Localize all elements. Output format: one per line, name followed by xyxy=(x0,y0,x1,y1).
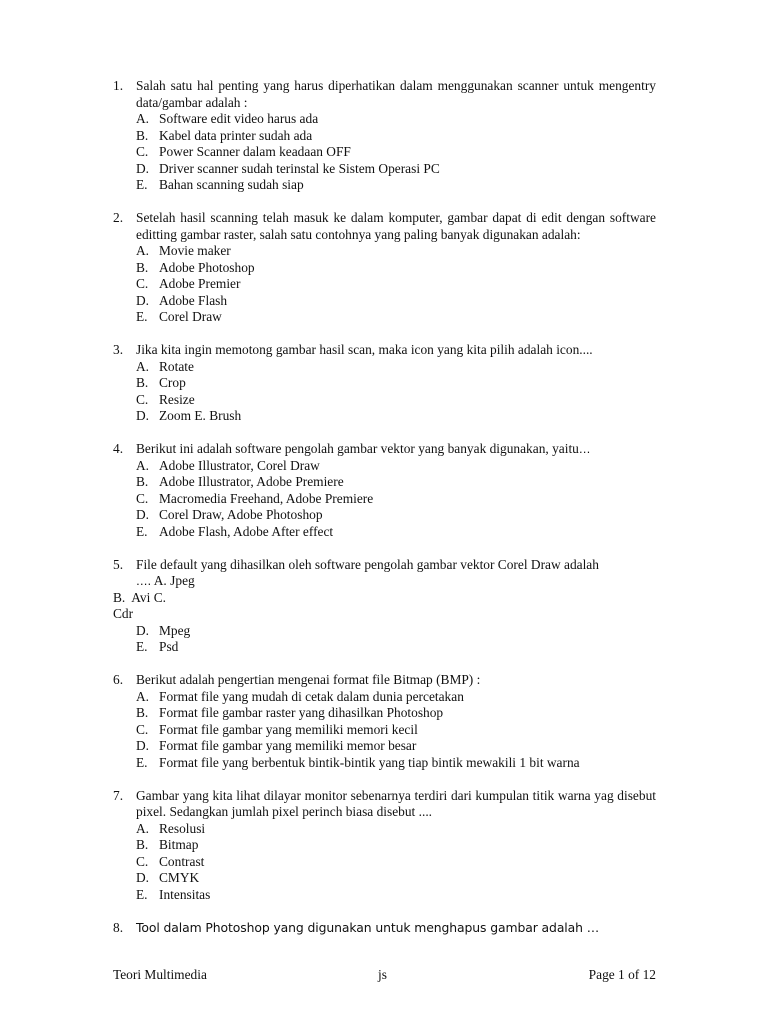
option-label: B. xyxy=(136,375,149,390)
option-e xyxy=(136,639,656,656)
option-label: C. xyxy=(136,276,149,291)
option-d xyxy=(136,623,656,640)
option-label: A. xyxy=(136,111,150,126)
question-6 xyxy=(113,672,656,771)
option-c xyxy=(136,392,656,409)
question-number: 5. xyxy=(113,556,124,572)
question-text-ellipsis: … xyxy=(578,442,591,456)
page-footer xyxy=(113,967,656,985)
option-a xyxy=(136,111,656,128)
question-1 xyxy=(113,78,656,194)
option-label: D. xyxy=(136,622,150,638)
option-d xyxy=(136,507,656,524)
option-label: B. xyxy=(136,259,149,275)
option-d xyxy=(136,161,656,178)
question-8 xyxy=(113,920,656,937)
option-c xyxy=(136,276,656,293)
footer-course-title: Teori Multimedia xyxy=(113,967,207,982)
option-label: A. xyxy=(136,820,150,836)
option-run-1 xyxy=(136,573,656,590)
option-label: E. xyxy=(136,886,148,902)
option-label: C. xyxy=(153,589,166,605)
question-number: 4. xyxy=(113,441,124,456)
option-label: E. xyxy=(136,309,148,324)
option-list xyxy=(136,111,656,194)
option-a xyxy=(136,243,656,260)
option-text: Intensitas xyxy=(159,886,211,902)
option-label: B. xyxy=(113,589,126,605)
option-b xyxy=(136,375,656,392)
option-text: Avi xyxy=(131,589,151,605)
question-lead-dots: …. xyxy=(136,574,152,588)
option-b xyxy=(136,705,656,722)
option-b xyxy=(136,474,656,491)
option-text: Adobe Premier xyxy=(159,276,241,291)
footer-page-number: Page 1 of 12 xyxy=(588,967,656,982)
option-text: Adobe Flash xyxy=(159,292,228,308)
option-text: Crop xyxy=(159,375,186,390)
option-a xyxy=(136,359,656,376)
option-b xyxy=(136,260,656,277)
option-label: D. xyxy=(136,507,150,522)
option-label: D. xyxy=(136,870,150,885)
option-list xyxy=(136,623,656,656)
option-text: Jpeg xyxy=(170,573,195,588)
option-text: CMYK xyxy=(159,870,200,885)
option-e xyxy=(136,887,656,904)
option-b xyxy=(136,837,656,854)
question-number: 7. xyxy=(113,787,124,803)
option-label: C. xyxy=(136,144,149,159)
question-text: Jika kita ingin memotong gambar hasil scan, maka icon yang kita pilih adalah icon.... xyxy=(136,342,593,357)
option-text: Format file gambar yang memiliki memor besar xyxy=(159,738,417,753)
option-c xyxy=(136,854,656,871)
option-label: C. xyxy=(136,490,149,506)
option-label: D. xyxy=(136,160,150,176)
option-text: Psd xyxy=(159,639,179,654)
option-label: D. xyxy=(136,738,150,753)
option-text: Rotate xyxy=(159,358,194,374)
option-label: A. xyxy=(153,573,167,588)
option-label: E. xyxy=(136,177,148,192)
option-list xyxy=(136,689,656,772)
option-label: E. xyxy=(136,639,148,654)
question-text: Berikut adalah pengertian mengenai format file Bitmap (BMP) : xyxy=(136,672,481,687)
option-d xyxy=(136,870,656,887)
question-4 xyxy=(113,441,656,540)
option-e xyxy=(136,524,656,541)
option-list xyxy=(136,458,656,541)
option-text: Resize xyxy=(159,391,195,407)
question-number: 1. xyxy=(113,78,124,93)
option-d xyxy=(136,738,656,755)
option-label: D. xyxy=(136,408,150,423)
option-text: Movie maker xyxy=(159,243,231,258)
question-number: 2. xyxy=(113,210,124,225)
option-label: C. xyxy=(136,721,149,737)
option-text: Macromedia Freehand, Adobe Premiere xyxy=(159,490,374,506)
option-label: B. xyxy=(136,837,149,852)
option-label: E. xyxy=(136,754,148,770)
option-text: Cdr xyxy=(113,606,134,621)
option-text: Adobe Photoshop xyxy=(159,259,255,275)
question-7 xyxy=(113,788,656,904)
option-text: Bahan scanning sudah siap xyxy=(159,177,304,192)
question-text: Salah satu hal penting yang harus diperhatikan dalam menggunakan scanner untuk mengentry data/gambar adalah : xyxy=(136,78,656,110)
option-a xyxy=(136,689,656,706)
option-list xyxy=(136,359,656,425)
option-label: A. xyxy=(136,457,150,473)
option-label: B. xyxy=(136,705,149,720)
option-e xyxy=(136,177,656,194)
question-text: Setelah hasil scanning telah masuk ke dalam komputer, gambar dapat di edit dengan software editting gambar raster, salah satu contohnya yang paling banyak digunakan adalah: xyxy=(136,210,656,242)
option-text: Software edit video harus ada xyxy=(159,111,319,126)
option-a xyxy=(136,821,656,838)
option-run-2 xyxy=(113,590,656,607)
question-list xyxy=(113,78,656,953)
option-label: B. xyxy=(136,474,149,489)
option-label: A. xyxy=(136,358,150,374)
option-label: C. xyxy=(136,391,149,407)
question-text: Tool dalam Photoshop yang digunakan untuk menghapus gambar adalah … xyxy=(136,919,600,935)
option-label: A. xyxy=(136,243,150,258)
option-c xyxy=(136,491,656,508)
question-number: 6. xyxy=(113,672,124,687)
option-text: Contrast xyxy=(159,853,205,869)
option-text: Kabel data printer sudah ada xyxy=(159,127,313,143)
option-text: Format file yang mudah di cetak dalam dunia percetakan xyxy=(159,688,464,704)
option-list xyxy=(136,243,656,326)
option-e xyxy=(136,755,656,772)
footer-author: js xyxy=(378,967,387,982)
option-text: Format file gambar raster yang dihasilkan Photoshop xyxy=(159,705,444,720)
option-c xyxy=(136,144,656,161)
option-e xyxy=(136,309,656,326)
option-text: Corel Draw xyxy=(159,309,222,324)
option-label: E. xyxy=(136,523,148,539)
question-3 xyxy=(113,342,656,425)
option-text: Power Scanner dalam keadaan OFF xyxy=(159,144,351,159)
question-text: File default yang dihasilkan oleh software pengolah gambar vektor Corel Draw adalah xyxy=(136,556,599,572)
option-c xyxy=(136,722,656,739)
question-2 xyxy=(113,210,656,326)
option-run-3 xyxy=(113,606,656,623)
question-5 xyxy=(113,557,656,656)
option-text: Adobe Illustrator, Corel Draw xyxy=(159,457,320,473)
option-a xyxy=(136,458,656,475)
option-label: B. xyxy=(136,127,149,143)
option-text: Resolusi xyxy=(159,820,206,836)
option-text: Bitmap xyxy=(159,837,199,852)
option-label: A. xyxy=(136,688,150,704)
option-d xyxy=(136,293,656,310)
question-text-main: Berikut ini adalah software pengolah gambar vektor yang banyak digunakan, yaitu xyxy=(136,441,579,456)
question-text xyxy=(136,441,656,458)
option-text: Mpeg xyxy=(159,622,191,638)
option-text: Zoom E. Brush xyxy=(159,408,242,423)
option-text: Format file yang berbentuk bintik-bintik yang tiap bintik mewakili 1 bit warna xyxy=(159,754,580,770)
option-text: Format file gambar yang memiliki memori kecil xyxy=(159,721,418,737)
option-b xyxy=(136,128,656,145)
option-d xyxy=(136,408,656,425)
option-text: Adobe Flash, Adobe After effect xyxy=(159,523,334,539)
option-text: Driver scanner sudah terinstal ke Sistem Operasi PC xyxy=(159,160,440,176)
option-text: Corel Draw, Adobe Photoshop xyxy=(159,507,323,522)
question-number: 8. xyxy=(113,919,124,935)
question-text: Gambar yang kita lihat dilayar monitor sebenarnya terdiri dari kumpulan titik warna yag disebut pixel. Sedangkan jumlah pixel perinch biasa disebut .... xyxy=(136,787,656,819)
question-number: 3. xyxy=(113,342,124,357)
option-label: C. xyxy=(136,853,149,869)
option-text: Adobe Illustrator, Adobe Premiere xyxy=(159,474,344,489)
option-list xyxy=(136,821,656,904)
option-label: D. xyxy=(136,292,150,308)
